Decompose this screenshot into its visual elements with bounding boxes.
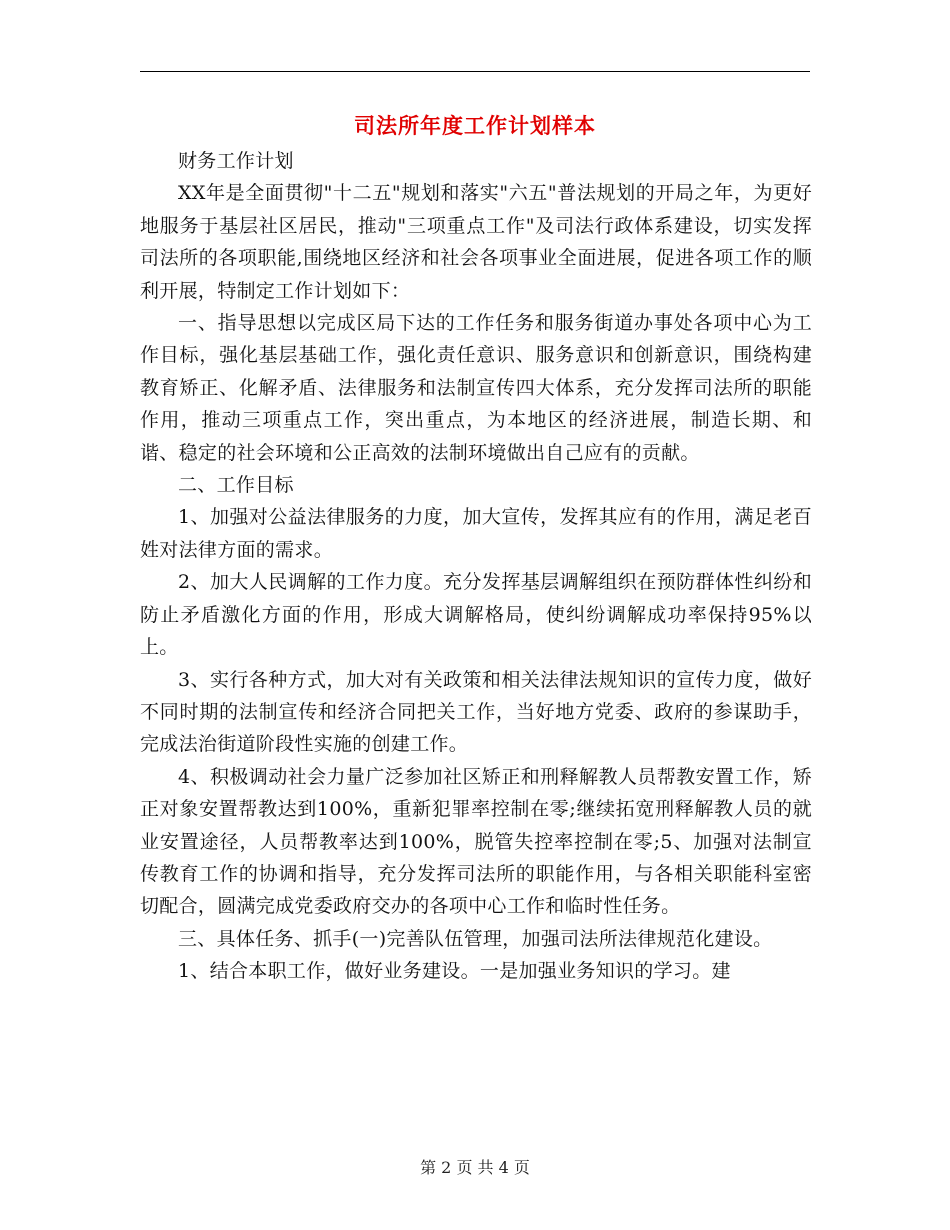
- paragraph-goal-4: 4、积极调动社会力量广泛参加社区矫正和刑释解教人员帮教安置工作，矫正对象安置帮教达到100%，重新犯罪率控制在零;继续拓宽刑释解教人员的就业安置途径，人员帮教率达到100%，脱管失控率控制在零;5、加强对法制宣传教育工作的协调和指导，充分发挥司法所的职能作用，与各相关职能科室密切配合，圆满完成党委政府交办的各项中心工作和临时性任务。: [140, 765, 812, 918]
- page-footer: [0, 1155, 950, 1178]
- document-body: [140, 145, 812, 988]
- paragraph-task-1: 1、结合本职工作，做好业务建设。一是加强业务知识的学习。建: [178, 960, 731, 983]
- paragraph-goal-2: 2、加大人民调解的工作力度。充分发挥基层调解组织在预防群体性纠纷和防止矛盾激化方面的作用，形成大调解格局，使纠纷调解成功率保持95%以上。: [140, 571, 812, 659]
- paragraph-tasks-heading: 三、具体任务、抓手(一)完善队伍管理，加强司法所法律规范化建设。: [178, 927, 773, 950]
- paragraph-intro: XX年是全面贯彻"十二五"规划和落实"六五"普法规划的开局之年，为更好地服务于基层社区居民，推动"三项重点工作"及司法行政体系建设，切实发挥司法所的各项职能,围绕地区经济和社会各项事业全面进展，促进各项工作的顺利开展，特制定工作计划如下：: [140, 182, 812, 302]
- header-rule: [140, 71, 810, 72]
- paragraph-section-heading: 财务工作计划: [178, 150, 294, 172]
- paragraph-goals-heading: 二、工作目标: [178, 474, 294, 497]
- paragraph-goal-1: 1、加强对公益法律服务的力度，加大宣传，发挥其应有的作用，满足老百姓对法律方面的需求。: [140, 506, 812, 561]
- document-title: 司法所年度工作计划样本: [354, 114, 596, 138]
- paragraph-guiding-ideology: 一、指导思想以完成区局下达的工作任务和服务街道办事处各项中心为工作目标，强化基层基础工作，强化责任意识、服务意识和创新意识，围绕构建教育矫正、化解矛盾、法律服务和法制宣传四大体系，充分发挥司法所的职能作用，推动三项重点工作，突出重点，为本地区的经济进展，制造长期、和谐、稳定的社会环境和公正高效的法制环境做出自己应有的贡献。: [140, 312, 812, 464]
- paragraph-goal-3: 3、实行各种方式，加大对有关政策和相关法律法规知识的宣传力度，做好不同时期的法制宣传和经济合同把关工作，当好地方党委、政府的参谋助手，完成法治街道阶段性实施的创建工作。: [140, 668, 812, 756]
- page-number-label: 第 2 页 共 4 页: [420, 1158, 530, 1177]
